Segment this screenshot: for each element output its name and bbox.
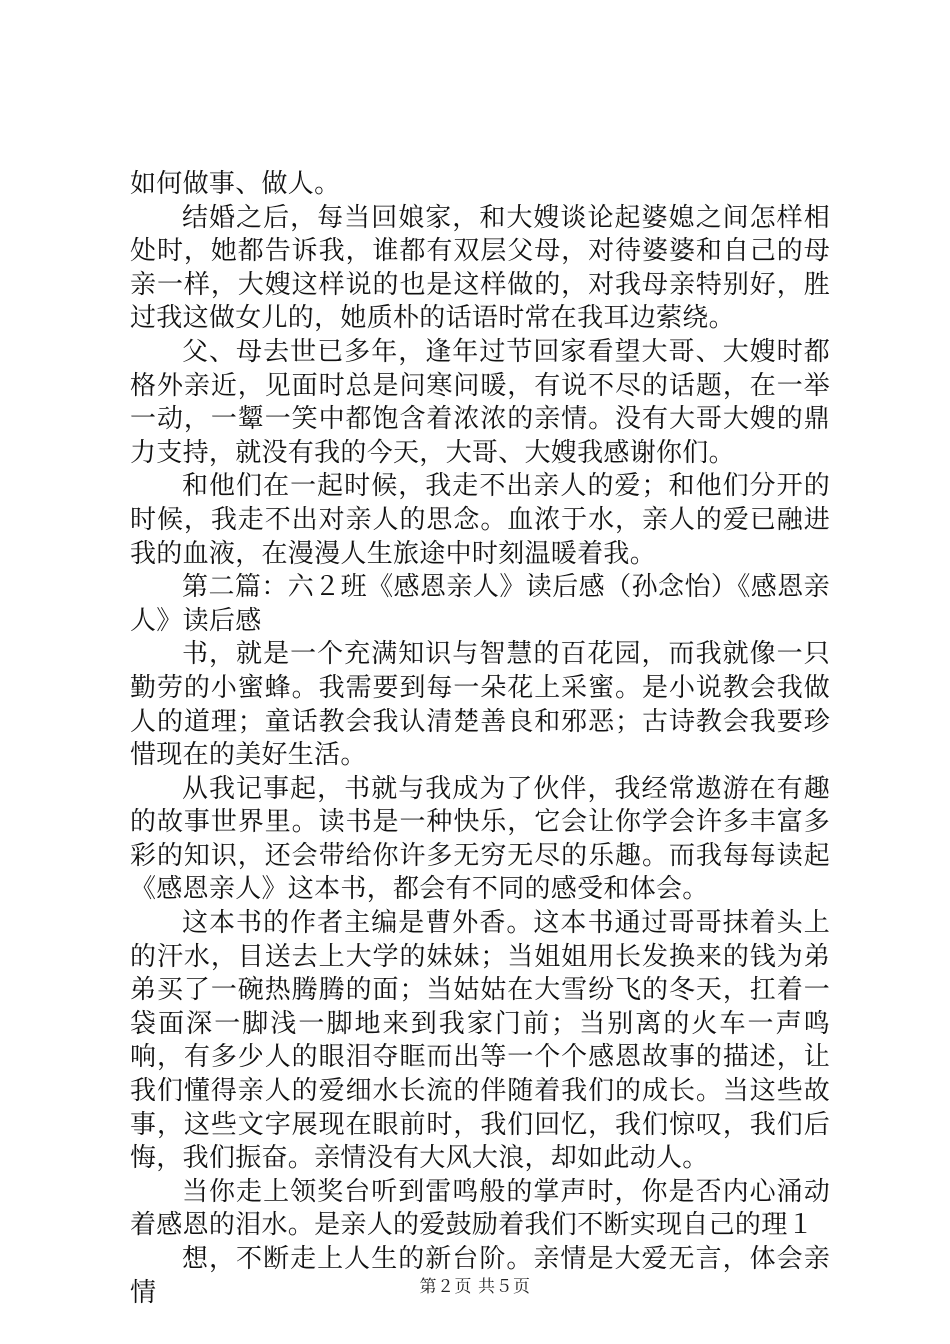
paragraph: 想，不断走上人生的新台阶。亲情是大爱无言，体会亲情 bbox=[130, 1244, 830, 1308]
paragraph: 从我记事起，书就与我成为了伙伴，我经常遨游在有趣的故事世界里。读书是一种快乐，它会让你学会许多丰富多彩的知识，还会带给你许多无穷无尽的乐趣。而我每每读起《感恩亲人》这本书，都会有不同的感受和体会。 bbox=[130, 773, 830, 905]
page-footer: 第２页 共５页 bbox=[419, 1277, 531, 1297]
paragraph: 书，就是一个充满知识与智慧的百花园，而我就像一只勤劳的小蜜蜂。我需要到每一朵花上采蜜。是小说教会我做人的道理；童话教会我认清楚善良和邪恶；古诗教会我要珍惜现在的美好生活。 bbox=[130, 639, 830, 771]
paragraph: 当你走上领奖台听到雷鸣般的掌声时，你是否内心涌动着感恩的泪水。是亲人的爱鼓励着我们不断实现自己的理１ bbox=[130, 1176, 830, 1241]
paragraph: 如何做事、做人。 bbox=[130, 169, 341, 199]
document-body bbox=[130, 168, 830, 1310]
paragraph: 这本书的作者主编是曹外香。这本书通过哥哥抹着头上的汗水，目送去上大学的妹妹；当姐姐用长发换来的钱为弟弟买了一碗热腾腾的面；当姑姑在大雪纷飞的冬天，扛着一袋面深一脚浅一脚地来到我家门前；当别离的火车一声鸣响，有多少人的眼泪夺眶而出等一个个感恩故事的描述，让我们懂得亲人的爱细水长流的伴随着我们的成长。当这些故事，这些文字展现在眼前时，我们回忆，我们惊叹，我们后悔，我们振奋。亲情没有大风大浪，却如此动人。 bbox=[130, 908, 830, 1174]
paragraph: 结婚之后，每当回娘家，和大嫂谈论起婆媳之间怎样相处时，她都告诉我，谁都有双层父母，对待婆婆和自己的母亲一样，大嫂这样说的也是这样做的，对我母亲特别好，胜过我这做女儿的，她质朴的话语时常在我耳边萦绕。 bbox=[130, 202, 830, 334]
paragraph: 和他们在一起时候，我走不出亲人的爱；和他们分开的时候，我走不出对亲人的思念。血浓于水，亲人的爱已融进我的血液，在漫漫人生旅途中时刻温暖着我。 bbox=[130, 471, 830, 569]
section-heading: 第二篇：六２班《感恩亲人》读后感（孙念怡）《感恩亲人》读后感 bbox=[130, 572, 830, 636]
paragraph: 父、母去世已多年，逢年过节回家看望大哥、大嫂时都格外亲近，见面时总是问寒问暖，有说不尽的话题，在一举一动，一颦一笑中都饱含着浓浓的亲情。没有大哥大嫂的鼎力支持，就没有我的今天，大哥、大嫂我感谢你们。 bbox=[130, 336, 830, 468]
